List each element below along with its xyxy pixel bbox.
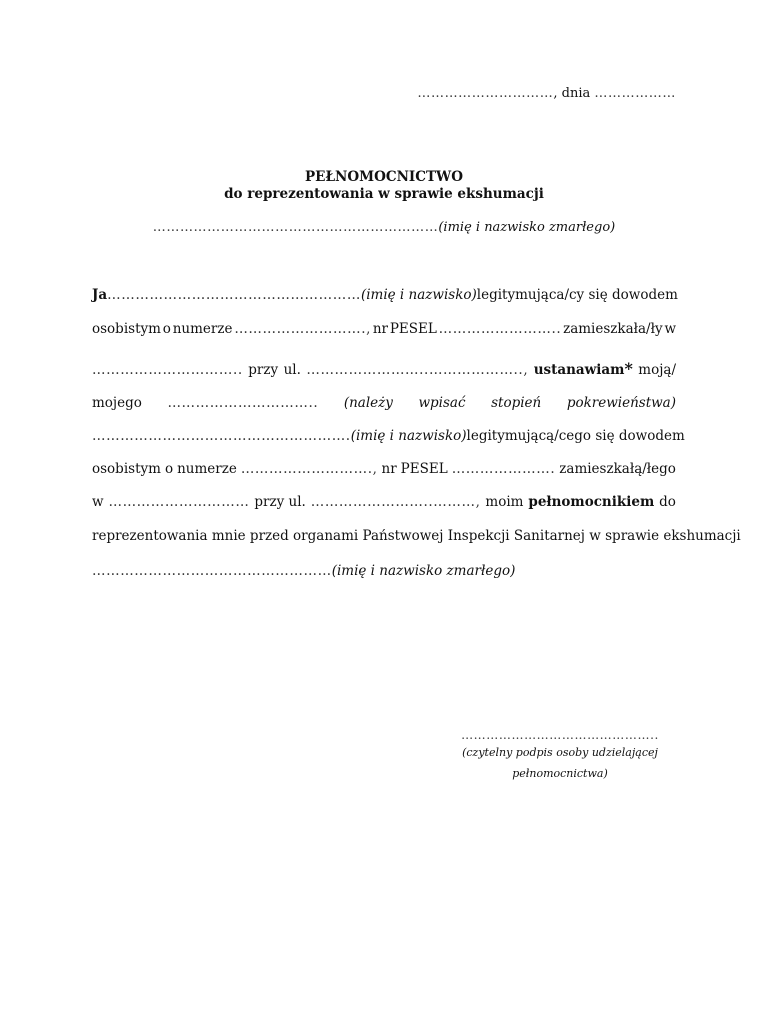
relationship-hint: stopień: [491, 395, 542, 411]
word: o: [162, 321, 171, 337]
body-line-1: [92, 287, 676, 303]
relationship-hint: (należy: [343, 395, 393, 411]
document-title: PEŁNOMOCNICTWO: [305, 169, 463, 185]
grantor-name-hint: (imię i nazwisko): [360, 287, 477, 303]
relationship-hint: pokrewieństwa): [566, 395, 676, 411]
body-line-5: [92, 428, 685, 444]
word: osobistym: [92, 461, 161, 477]
body-line-4: [92, 395, 676, 411]
signature-dots: ………………………………………..: [461, 728, 659, 742]
pesel-dots: ………………….: [451, 461, 556, 477]
word: PESEL: [389, 321, 437, 337]
relationship-dots: …………………………..: [167, 395, 319, 411]
word: zamieszkała/ły: [563, 321, 663, 337]
word: zamieszkałą/łego: [559, 461, 676, 477]
word: numerze: [172, 321, 233, 337]
date-label: , dnia: [553, 86, 591, 101]
word: numerze: [177, 461, 237, 477]
relationship-hint: wpisać: [418, 395, 466, 411]
attorney-name-dots: ……………………………………………….: [92, 428, 351, 444]
body-line-2: [92, 321, 676, 337]
pesel-dots: ……………………..: [438, 321, 562, 337]
body-line-9: [92, 563, 676, 579]
word: w: [664, 321, 676, 337]
pelnomocnikiem-word: pełnomocnikiem: [528, 494, 655, 510]
word: ul.: [283, 362, 301, 378]
word: moim: [485, 494, 524, 510]
id-text: legitymującą/cego się dowodem: [466, 428, 685, 444]
document-subtitle: do reprezentowania w sprawie ekshumacji: [224, 186, 544, 202]
deceased-dots: ………………………………………………………: [152, 220, 439, 235]
word: przy: [248, 362, 279, 378]
signature-caption: (czytelny podpis osoby udzielającej: [462, 746, 658, 759]
place-date-line: [417, 86, 676, 101]
date-dots: ………………: [594, 86, 676, 101]
grantor-name-dots: ………………………………………………: [107, 287, 361, 303]
deceased-dots: ……………………………………………: [92, 563, 332, 579]
word: mojego: [92, 395, 142, 411]
word: nr: [381, 461, 397, 477]
footnote-star: *: [624, 359, 633, 378]
id-number-dots: ……………………….,: [240, 461, 378, 477]
word: PESEL: [400, 461, 448, 477]
word: nr: [372, 321, 388, 337]
ja-word: Ja: [92, 287, 108, 303]
city-dots: …………………………: [108, 494, 250, 510]
word: moją/: [638, 362, 676, 378]
word: osobistym: [92, 321, 161, 337]
city-dots: …………………………..: [92, 362, 243, 378]
body-line-6: [92, 461, 676, 477]
body-line-7: [92, 494, 676, 510]
id-number-dots: ……………………….,: [234, 321, 371, 337]
word: o: [164, 461, 174, 477]
street-dots: ……………………..………,: [310, 494, 481, 510]
word: przy ul.: [254, 494, 306, 510]
word: do: [659, 494, 676, 510]
body-line-8: reprezentowania mnie przed organami Państwowej Inspekcji Sanitarnej w sprawie ekshumacji: [92, 528, 741, 544]
deceased-hint: (imię i nazwisko zmarłego): [331, 563, 516, 579]
ustanawiam-word: ustanawiam*: [533, 359, 633, 378]
street-dots: ……………………..………………..,: [306, 362, 529, 378]
body-line-3: [92, 359, 676, 378]
place-dots: …………………………: [417, 86, 554, 101]
word: w: [92, 494, 104, 510]
attorney-name-hint: (imię i nazwisko): [350, 428, 467, 444]
deceased-name-line: [0, 220, 768, 235]
signature-caption: pełnomocnictwa): [512, 767, 608, 780]
id-text: legitymująca/cy się dowodem: [476, 287, 678, 303]
deceased-hint: (imię i nazwisko zmarłego): [438, 220, 616, 235]
